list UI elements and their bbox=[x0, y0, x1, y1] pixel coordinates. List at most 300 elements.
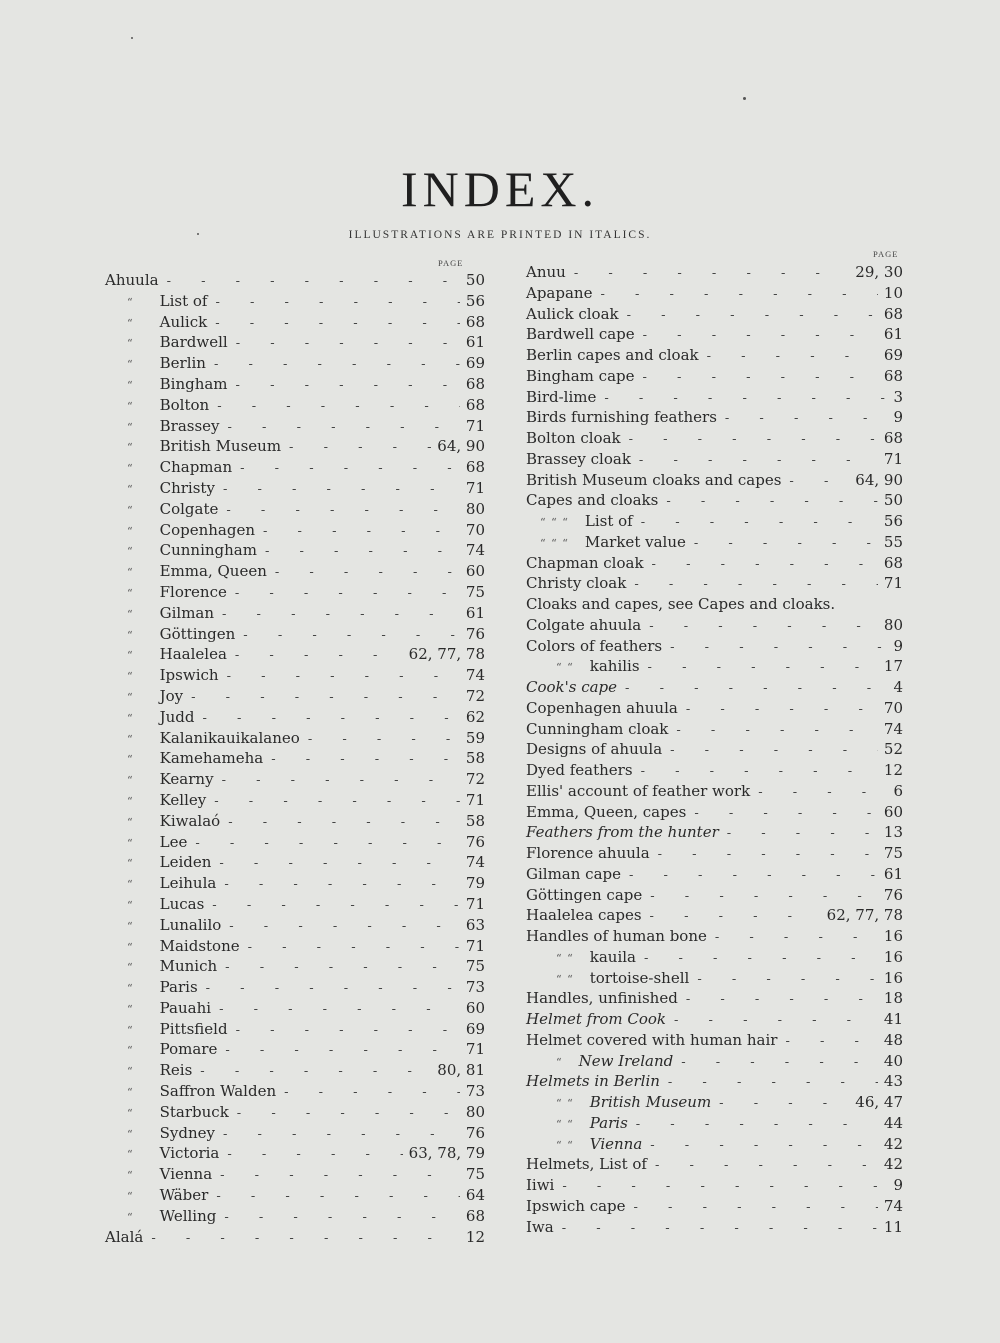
dot-leader bbox=[183, 688, 460, 709]
ditto-mark: “ bbox=[127, 836, 134, 850]
entry-label: Ahuula bbox=[105, 271, 159, 289]
dot-leader bbox=[215, 480, 460, 501]
index-entry bbox=[526, 1071, 903, 1092]
ditto-mark: “ bbox=[127, 358, 134, 372]
dot-leader bbox=[232, 459, 460, 480]
entry-pages: 76 bbox=[883, 885, 903, 904]
entry-pages: 69 bbox=[883, 346, 903, 364]
index-entry bbox=[526, 594, 903, 615]
entry-pages: 64, 90 bbox=[855, 470, 903, 489]
ditto-mark: “ bbox=[127, 690, 134, 704]
entry-pages: 9 bbox=[893, 1176, 903, 1194]
dot-leader bbox=[221, 917, 460, 938]
entry-label: Kamehameha bbox=[159, 749, 264, 768]
entry-pages: 61 bbox=[465, 333, 485, 352]
index-entry bbox=[526, 324, 903, 345]
dot-leader bbox=[219, 667, 460, 688]
entry-label: Handles, unfinished bbox=[526, 989, 678, 1008]
entry-label: Haalelea capes bbox=[526, 906, 642, 925]
index-entry bbox=[526, 677, 903, 698]
dot-leader bbox=[689, 970, 878, 991]
entry-pages: 75 bbox=[465, 582, 485, 601]
entry-label: Colors of feathers bbox=[526, 636, 663, 655]
ditto-mark: “ bbox=[127, 1086, 134, 1100]
dot-leader bbox=[195, 709, 460, 730]
ditto-mark: “ “ “ bbox=[540, 536, 569, 550]
entry-label: Helmet from Cook bbox=[526, 1010, 667, 1028]
index-entry bbox=[526, 968, 903, 989]
dot-leader bbox=[647, 1156, 878, 1177]
index-entry bbox=[105, 1102, 485, 1123]
index-entry bbox=[105, 1185, 485, 1206]
index-entry bbox=[526, 698, 903, 719]
entry-pages: 46, 47 bbox=[855, 1093, 903, 1111]
entry-label: Berlin capes and cloak bbox=[526, 346, 699, 364]
entry-pages: 74 bbox=[465, 541, 485, 560]
entry-label: Gilman cape bbox=[526, 864, 621, 883]
index-entry bbox=[105, 416, 485, 437]
index-entry bbox=[105, 748, 485, 769]
dot-leader bbox=[187, 834, 460, 855]
index-entry bbox=[526, 1196, 903, 1217]
ditto-mark: “ “ “ bbox=[540, 516, 569, 529]
entry-label: kahilis bbox=[589, 657, 640, 676]
dot-leader bbox=[211, 1000, 460, 1021]
ditto-mark: “ bbox=[127, 503, 134, 517]
index-entry bbox=[105, 728, 485, 749]
index-entry bbox=[526, 719, 903, 740]
ditto-mark: “ bbox=[127, 586, 134, 600]
index-entry bbox=[526, 822, 903, 843]
entry-pages: 16 bbox=[883, 968, 903, 987]
entry-pages: 4 bbox=[893, 678, 903, 696]
dot-leader bbox=[235, 626, 460, 647]
dot-leader bbox=[642, 907, 821, 928]
index-entry bbox=[526, 387, 903, 408]
entry-label: Brassey bbox=[159, 416, 220, 435]
index-entry bbox=[105, 832, 485, 853]
index-entry bbox=[526, 1175, 903, 1196]
index-entry bbox=[526, 781, 903, 802]
entry-label: Leiden bbox=[159, 853, 212, 872]
ditto-mark: “ bbox=[127, 420, 134, 434]
ditto-mark: “ bbox=[127, 794, 134, 808]
index-entry bbox=[105, 936, 485, 957]
entry-pages: 80 bbox=[465, 1102, 485, 1121]
entry-label: Bird-lime bbox=[526, 387, 597, 406]
entry-pages: 50 bbox=[883, 491, 903, 510]
dot-leader bbox=[229, 1104, 460, 1125]
index-entry bbox=[105, 811, 485, 832]
dot-leader bbox=[240, 938, 460, 959]
dot-leader bbox=[666, 1011, 878, 1032]
ditto-mark: “ bbox=[127, 857, 134, 871]
entry-pages: 48 bbox=[883, 1030, 903, 1049]
print-speck bbox=[743, 97, 746, 100]
entry-label: Market value bbox=[584, 532, 686, 551]
dot-leader bbox=[208, 1187, 460, 1208]
entry-label: Emma, Queen, capes bbox=[526, 802, 687, 821]
ditto-mark: “ bbox=[127, 399, 134, 413]
entry-pages: 74 bbox=[465, 853, 485, 872]
index-entry bbox=[526, 345, 903, 366]
index-entry bbox=[526, 1154, 903, 1175]
dot-leader bbox=[626, 1198, 878, 1219]
index-entry bbox=[526, 304, 903, 325]
dot-leader bbox=[699, 347, 878, 368]
entry-pages: 75 bbox=[465, 1165, 485, 1184]
dot-leader bbox=[686, 804, 878, 825]
ditto-mark: “ bbox=[127, 940, 134, 954]
entry-pages: 16 bbox=[883, 927, 903, 945]
index-entry bbox=[105, 852, 485, 873]
entry-pages: 40 bbox=[883, 1051, 903, 1070]
index-entry bbox=[105, 499, 485, 520]
dot-leader bbox=[211, 854, 460, 875]
dot-leader bbox=[212, 1166, 460, 1187]
entry-pages: 76 bbox=[465, 1123, 485, 1142]
index-entry bbox=[105, 956, 485, 977]
entry-label: Göttingen bbox=[159, 624, 236, 643]
entry-pages: 76 bbox=[465, 624, 485, 643]
ditto-mark: “ bbox=[127, 649, 134, 663]
ditto-mark: “ bbox=[127, 628, 134, 642]
entry-label: Kearny bbox=[159, 770, 214, 789]
ditto-mark: “ bbox=[127, 753, 134, 767]
dot-leader bbox=[554, 1219, 878, 1240]
index-entry bbox=[105, 1060, 485, 1081]
index-entry bbox=[105, 395, 485, 416]
ditto-mark: “ “ bbox=[556, 661, 574, 675]
entry-pages: 72 bbox=[465, 686, 485, 705]
entry-pages: 60 bbox=[465, 998, 485, 1017]
index-entry bbox=[105, 894, 485, 915]
entry-pages: 58 bbox=[465, 749, 485, 768]
entry-pages: 74 bbox=[883, 1196, 903, 1215]
dot-leader bbox=[644, 555, 878, 576]
entry-label: Capes and cloaks bbox=[526, 491, 659, 510]
entry-label: Helmets in Berlin bbox=[526, 1072, 660, 1091]
entry-label: Helmets, List of bbox=[526, 1155, 647, 1174]
dot-leader bbox=[255, 522, 460, 543]
entry-pages: 68 bbox=[465, 458, 485, 477]
dot-leader bbox=[662, 741, 878, 762]
entry-label: Alalá bbox=[105, 1227, 144, 1246]
index-entry bbox=[526, 490, 903, 511]
dot-leader bbox=[192, 1062, 431, 1083]
ditto-mark: “ bbox=[127, 919, 134, 933]
dot-leader bbox=[635, 368, 878, 389]
entry-pages: 79 bbox=[465, 874, 485, 893]
entry-label: Pauahi bbox=[159, 998, 212, 1017]
entry-label: Bingham bbox=[159, 374, 228, 393]
index-entry bbox=[105, 998, 485, 1019]
entry-label: Christy bbox=[159, 478, 215, 497]
index-entry bbox=[105, 769, 485, 790]
index-entry bbox=[105, 374, 485, 395]
entry-label: New Ireland bbox=[578, 1051, 674, 1070]
dot-leader bbox=[207, 314, 460, 335]
entry-label: Anuu bbox=[526, 263, 566, 281]
index-entry bbox=[526, 1113, 903, 1134]
entry-label: Florence bbox=[159, 582, 227, 601]
entry-pages: 62, 77, 78 bbox=[408, 645, 485, 664]
entry-label: Maidstone bbox=[159, 936, 240, 955]
entry-label: Welling bbox=[159, 1206, 217, 1225]
entry-label: Leihula bbox=[159, 874, 217, 893]
ditto-mark: “ bbox=[127, 1210, 134, 1224]
ditto-mark: “ “ bbox=[556, 1097, 574, 1110]
dot-leader bbox=[633, 513, 878, 534]
dot-leader bbox=[781, 472, 849, 493]
index-entry bbox=[105, 436, 485, 457]
entry-pages: 56 bbox=[465, 291, 485, 310]
entry-label: Bardwell cape bbox=[526, 325, 635, 344]
ditto-mark: “ bbox=[127, 316, 134, 330]
index-entry bbox=[105, 790, 485, 811]
dot-leader bbox=[719, 824, 878, 845]
dot-leader bbox=[750, 783, 887, 804]
index-entry bbox=[105, 1143, 485, 1164]
index-entry bbox=[526, 636, 903, 657]
entry-label: Munich bbox=[159, 957, 218, 976]
entry-label: Ipswich cape bbox=[526, 1196, 626, 1215]
entry-label: Florence ahuula bbox=[526, 844, 650, 862]
ditto-mark: “ bbox=[127, 961, 134, 975]
entry-pages: 17 bbox=[883, 657, 903, 676]
entry-label: Paris bbox=[159, 978, 198, 997]
ditto-mark: “ bbox=[127, 378, 134, 392]
dot-leader bbox=[216, 1208, 460, 1229]
entry-label: tortoise-shell bbox=[589, 968, 690, 987]
entry-pages: 74 bbox=[465, 666, 485, 685]
dot-leader bbox=[566, 264, 849, 285]
dot-leader bbox=[217, 1041, 460, 1062]
entry-pages: 74 bbox=[883, 719, 903, 738]
index-entry bbox=[105, 1123, 485, 1144]
dot-leader bbox=[777, 1032, 877, 1053]
entry-label: Aulick bbox=[159, 312, 208, 331]
entry-pages: 50 bbox=[465, 271, 485, 289]
entry-pages: 58 bbox=[465, 811, 485, 830]
dot-leader bbox=[228, 376, 460, 397]
ditto-mark: “ bbox=[127, 815, 134, 829]
entry-label: Aulick cloak bbox=[526, 304, 619, 323]
dot-leader bbox=[143, 1229, 460, 1250]
ditto-mark: “ bbox=[127, 524, 134, 538]
dot-leader bbox=[257, 542, 460, 563]
entry-label: Joy bbox=[159, 686, 184, 705]
entry-label: Kelley bbox=[159, 790, 207, 809]
index-entry bbox=[105, 1206, 485, 1227]
entry-label: Bolton cloak bbox=[526, 429, 621, 447]
dot-leader bbox=[717, 409, 888, 430]
entry-pages: 75 bbox=[883, 844, 903, 862]
entry-pages: 71 bbox=[465, 936, 485, 955]
ditto-mark: “ bbox=[127, 607, 134, 621]
ditto-mark: “ bbox=[127, 1169, 134, 1183]
ditto-mark: “ bbox=[127, 337, 134, 351]
index-entry bbox=[526, 885, 903, 906]
entry-pages: 68 bbox=[465, 1206, 485, 1225]
entry-label: British Museum cloaks and capes bbox=[526, 470, 782, 489]
dot-leader bbox=[628, 1115, 878, 1136]
index-entry bbox=[105, 1164, 485, 1185]
entry-pages: 69 bbox=[465, 1019, 485, 1038]
ditto-mark: “ “ bbox=[556, 972, 574, 986]
index-entry bbox=[105, 478, 485, 499]
entry-pages: 61 bbox=[883, 864, 903, 883]
index-entry bbox=[526, 1217, 903, 1238]
entry-pages: 9 bbox=[893, 408, 903, 427]
entry-pages: 3 bbox=[893, 387, 903, 406]
dot-leader bbox=[207, 293, 459, 314]
ditto-mark: “ bbox=[127, 670, 134, 684]
ditto-mark: “ bbox=[127, 482, 134, 496]
dot-leader bbox=[678, 990, 878, 1011]
dot-leader bbox=[198, 979, 460, 1000]
entry-label: Chapman cloak bbox=[526, 553, 644, 572]
index-entry bbox=[105, 915, 485, 936]
entry-pages: 68 bbox=[465, 374, 485, 393]
index-entry bbox=[105, 561, 485, 582]
dot-leader bbox=[621, 866, 878, 887]
entry-pages: 29, 30 bbox=[855, 263, 903, 281]
entry-pages: 80, 81 bbox=[437, 1061, 485, 1080]
index-entry bbox=[105, 977, 485, 998]
entry-label: kauila bbox=[589, 947, 636, 966]
entry-label: Paris bbox=[589, 1113, 628, 1132]
dot-leader bbox=[214, 771, 460, 792]
index-entry bbox=[105, 707, 485, 728]
entry-label: Gilman bbox=[159, 603, 215, 622]
ditto-mark: “ “ bbox=[556, 951, 574, 965]
entry-label: Cook's cape bbox=[526, 678, 618, 696]
entry-label: Wäber bbox=[159, 1186, 209, 1205]
entry-label: Kalanikauikalaneo bbox=[159, 728, 300, 747]
dot-leader bbox=[204, 896, 460, 917]
index-entry bbox=[105, 644, 485, 665]
entry-label: Victoria bbox=[159, 1144, 220, 1163]
ditto-mark: “ bbox=[556, 1055, 563, 1069]
print-speck bbox=[197, 233, 199, 235]
dot-leader bbox=[626, 575, 878, 596]
dot-leader bbox=[619, 306, 878, 327]
entry-label: Bingham cape bbox=[526, 366, 635, 385]
entry-label: List of bbox=[159, 291, 208, 310]
entry-pages: 71 bbox=[465, 478, 485, 497]
dot-leader bbox=[592, 285, 877, 306]
entry-pages: 80 bbox=[883, 615, 903, 634]
entry-pages: 6 bbox=[893, 781, 903, 800]
index-entry bbox=[526, 470, 903, 491]
entry-pages: 52 bbox=[883, 740, 903, 759]
index-entry bbox=[526, 1051, 903, 1072]
entry-pages: 63, 78, 79 bbox=[408, 1144, 485, 1163]
entry-label: Birds furnishing feathers bbox=[526, 408, 717, 427]
index-entry bbox=[105, 270, 485, 291]
dot-leader bbox=[641, 617, 878, 638]
dot-leader bbox=[300, 730, 460, 751]
entry-pages: 12 bbox=[465, 1227, 485, 1246]
entry-pages: 42 bbox=[883, 1155, 903, 1174]
index-entry bbox=[105, 1081, 485, 1102]
entry-label: Cunningham cloak bbox=[526, 719, 669, 738]
index-right-column bbox=[526, 262, 903, 1237]
entry-pages: 73 bbox=[465, 1082, 485, 1101]
dot-leader bbox=[554, 1177, 887, 1198]
entry-label: British Museum bbox=[589, 1093, 712, 1111]
entry-label: Christy cloak bbox=[526, 574, 627, 593]
ditto-mark: “ bbox=[127, 774, 134, 788]
index-entry bbox=[526, 947, 903, 968]
entry-label: Lunalilo bbox=[159, 915, 222, 934]
entry-pages: 71 bbox=[883, 449, 903, 468]
index-entry bbox=[105, 1227, 485, 1248]
index-entry bbox=[105, 312, 485, 333]
index-entry bbox=[105, 291, 485, 312]
dot-leader bbox=[596, 389, 887, 410]
index-entry bbox=[526, 1009, 903, 1030]
index-entry bbox=[105, 540, 485, 561]
index-entry bbox=[526, 1030, 903, 1051]
index-entry bbox=[526, 988, 903, 1009]
entry-label: Iwa bbox=[526, 1217, 554, 1236]
index-entry bbox=[105, 1039, 485, 1060]
page-title: INDEX. bbox=[400, 161, 600, 217]
entry-pages: 60 bbox=[883, 802, 903, 821]
index-entry bbox=[526, 553, 903, 574]
dot-leader bbox=[635, 326, 878, 347]
dot-leader bbox=[214, 605, 460, 626]
dot-leader bbox=[673, 1053, 878, 1074]
subtitle: ILLUSTRATIONS ARE PRINTED IN ITALICS. bbox=[348, 229, 652, 241]
entry-label: Saffron Walden bbox=[159, 1082, 277, 1101]
dot-leader bbox=[707, 928, 878, 949]
entry-label: Sydney bbox=[159, 1123, 215, 1142]
entry-label: British Museum bbox=[159, 437, 282, 456]
entry-pages: 56 bbox=[883, 512, 903, 530]
dot-leader bbox=[263, 750, 460, 771]
index-left-column bbox=[105, 270, 485, 1247]
entry-pages: 68 bbox=[883, 366, 903, 385]
index-entry bbox=[526, 615, 903, 636]
index-entry bbox=[105, 624, 485, 645]
entry-pages: 72 bbox=[465, 770, 485, 789]
dot-leader bbox=[662, 638, 887, 659]
dot-leader bbox=[206, 355, 460, 376]
entry-pages: 16 bbox=[883, 947, 903, 966]
entry-label: Reis bbox=[159, 1061, 193, 1080]
dot-leader bbox=[650, 845, 878, 866]
dot-leader bbox=[228, 1021, 460, 1042]
entry-label: Brassey cloak bbox=[526, 449, 631, 468]
entry-label: Lucas bbox=[159, 894, 205, 913]
page-column-header-left: PAGE bbox=[438, 258, 464, 268]
entry-pages: 44 bbox=[883, 1113, 903, 1132]
ditto-mark: “ bbox=[127, 566, 134, 580]
dot-leader bbox=[633, 762, 878, 783]
entry-pages: 70 bbox=[465, 520, 485, 539]
entry-label: Bardwell bbox=[159, 333, 228, 352]
entry-label: List of bbox=[584, 512, 633, 530]
entry-pages: 59 bbox=[465, 728, 485, 747]
ditto-mark: “ bbox=[127, 1002, 134, 1016]
entry-label: Iiwi bbox=[526, 1176, 555, 1194]
entry-label: Judd bbox=[159, 707, 195, 726]
entry-pages: 70 bbox=[883, 698, 903, 717]
entry-label: Feathers from the hunter bbox=[526, 823, 719, 842]
